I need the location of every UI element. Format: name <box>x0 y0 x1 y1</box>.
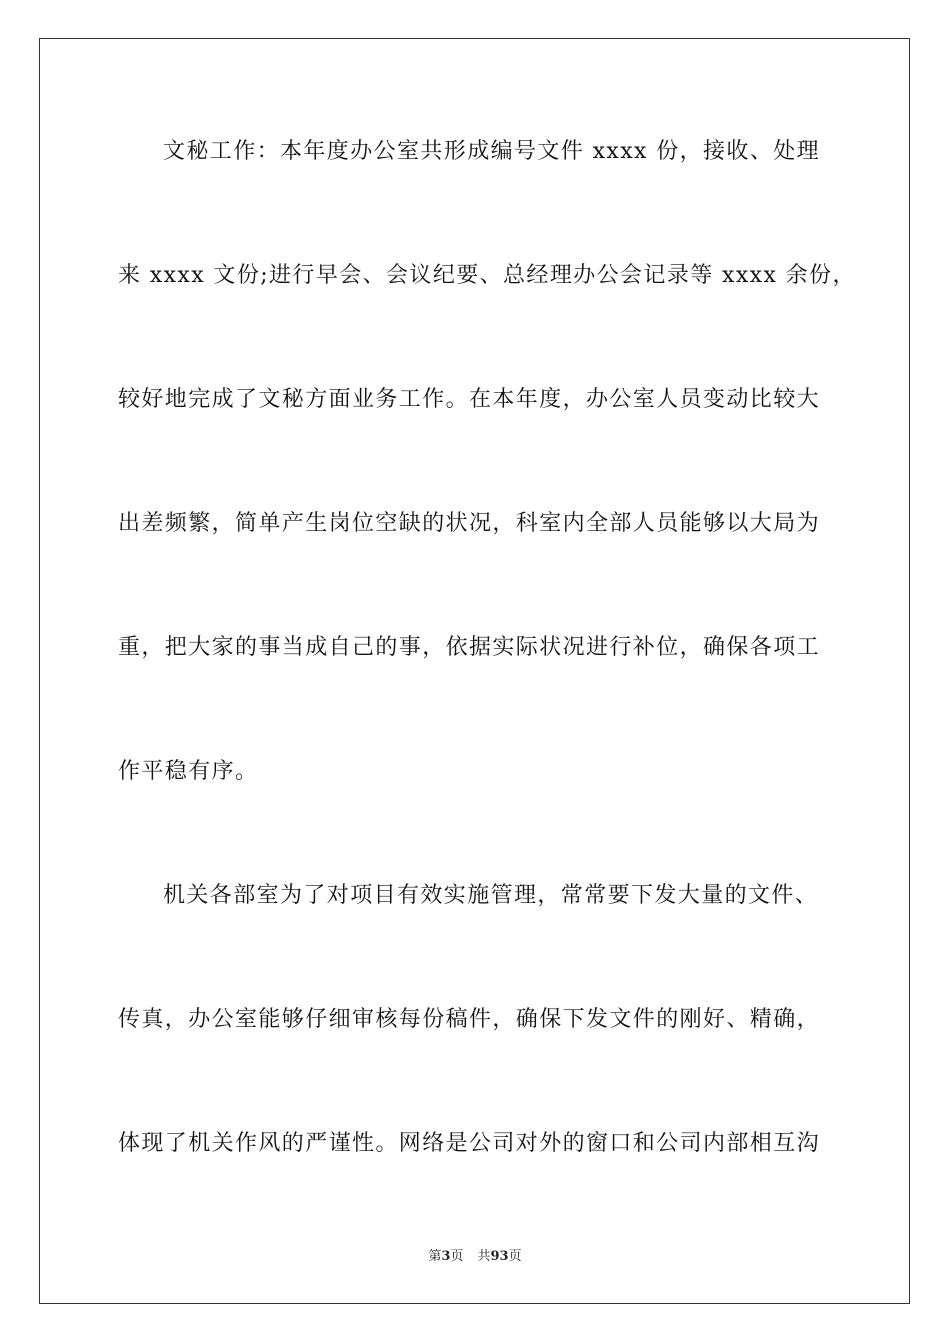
paragraph-1-line-6: 作平稳有序。 <box>118 759 259 784</box>
page-footer <box>0 1248 950 1266</box>
paragraph-2-line-2: 传真，办公室能够仔细审核每份稿件，确保下发文件的刚好、精确， <box>118 1007 821 1032</box>
page-suffix: 页 <box>450 1249 464 1264</box>
page-prefix: 第 <box>428 1249 442 1264</box>
paragraph-1-line-3: 较好地完成了文秘方面业务工作。在本年度，办公室人员变动比较大 <box>118 387 821 412</box>
total-suffix: 页 <box>508 1249 522 1264</box>
paragraph-1-line-2: 来 xxxx 文份;进行早会、会议纪要、总经理办公会记录等 xxxx 余份， <box>118 263 856 288</box>
paragraph-1-line-4: 出差频繁，简单产生岗位空缺的状况，科室内全部人员能够以大局为 <box>118 511 821 536</box>
paragraph-2-line-1: 机关各部室为了对项目有效实施管理，常常要下发大量的文件、 <box>163 883 819 908</box>
paragraph-2-line-3: 体现了机关作风的严谨性。网络是公司对外的窗口和公司内部相互沟 <box>118 1131 821 1156</box>
paragraph-1-line-5: 重，把大家的事当成自己的事，依据实际状况进行补位，确保各项工 <box>118 635 821 660</box>
total-prefix: 共 <box>477 1249 491 1264</box>
paragraph-1-line-1: 文秘工作：本年度办公室共形成编号文件 xxxx 份，接收、处理 <box>163 139 821 164</box>
page-border <box>39 38 910 1304</box>
page-number: 3 <box>441 1249 451 1264</box>
total-pages: 93 <box>490 1249 509 1264</box>
